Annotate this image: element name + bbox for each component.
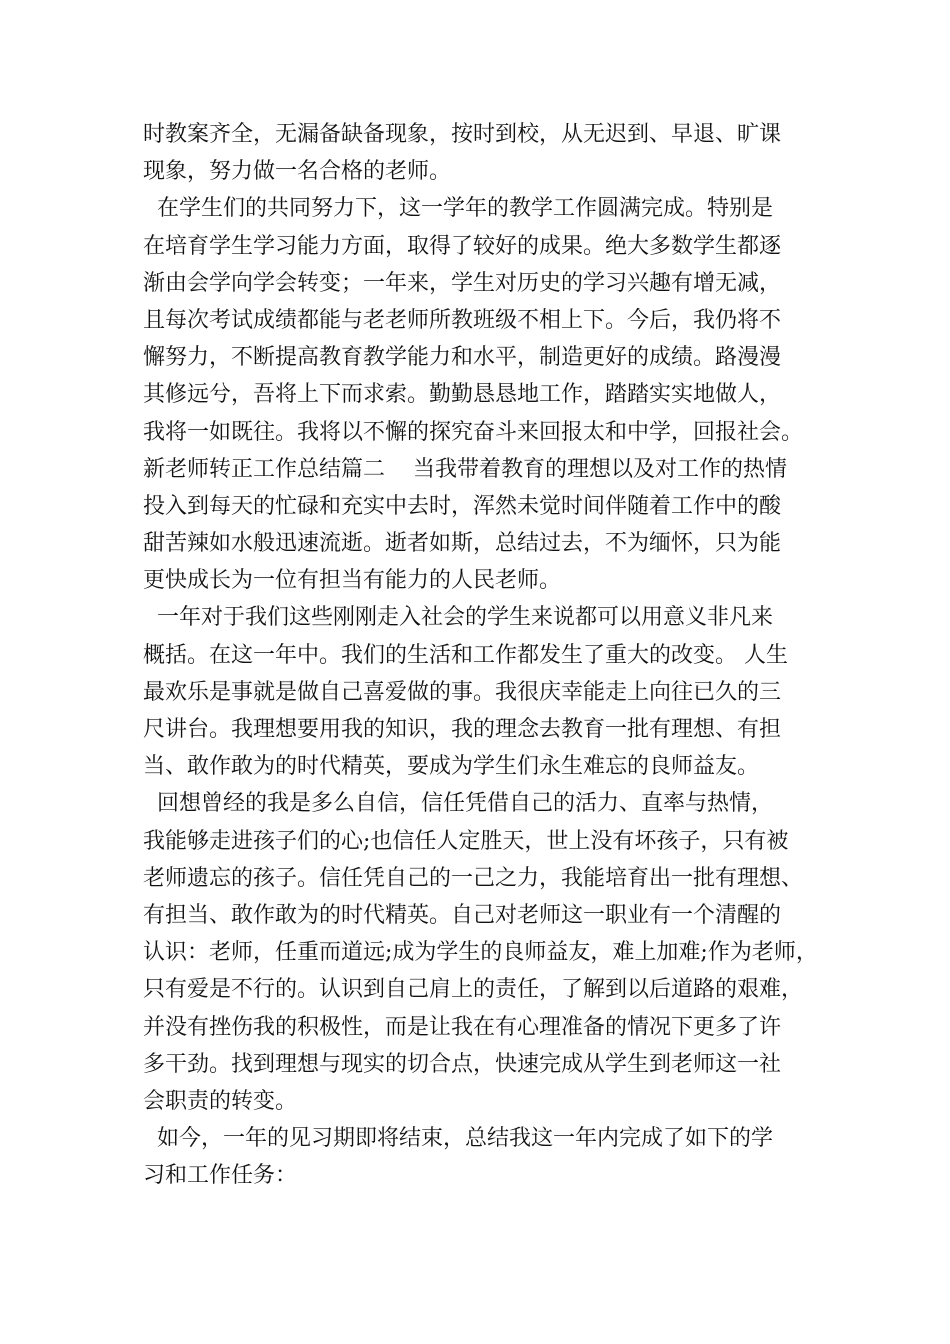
text-line: 且每次考试成绩都能与老老师所教班级不相上下。今后，我仍将不 <box>143 307 782 333</box>
paragraph-2 <box>143 190 813 599</box>
text-line: 老师遗忘的孩子。信任凭自己的一己之力，我能培育出一批有理想、 <box>143 865 804 891</box>
text-line: 当、敢作敢为的时代精英，要成为学生们永生难忘的良师益友。 <box>143 754 760 780</box>
text-line: 其修远兮，吾将上下而求索。勤勤恳恳地工作，踏踏实实地做人， <box>143 382 782 408</box>
text-line: 如今，一年的见习期即将结束，总结我这一年内完成了如下的学 <box>143 1126 773 1152</box>
text-line: 现象，努力做一名合格的老师。 <box>143 159 452 185</box>
text-line: 我能够走进孩子们的心;也信任人定胜天，世上没有坏孩子，只有被 <box>143 828 789 854</box>
text-line: 更快成长为一位有担当有能力的人民老师。 <box>143 568 562 594</box>
text-line: 并没有挫伤我的积极性，而是让我在有心理准备的情况下更多了许 <box>143 1014 782 1040</box>
text-line: 只有爱是不行的。认识到自己肩上的责任，了解到以后道路的艰难， <box>143 977 804 1003</box>
text-line: 懈努力，不断提高教育教学能力和水平，制造更好的成绩。路漫漫 <box>143 345 782 371</box>
text-line: 多干劲。找到理想与现实的切合点，快速完成从学生到老师这一社 <box>143 1051 782 1077</box>
text-line: 在培育学生学习能力方面，取得了较好的成果。绝大多数学生都逐 <box>143 233 782 259</box>
text-line: 一年对于我们这些刚刚走入社会的学生来说都可以用意义非凡来 <box>143 605 773 631</box>
text-line: 我将一如既往。我将以不懈的探究奋斗来回报太和中学，回报社会。 <box>143 419 804 445</box>
text-line: 投入到每天的忙碌和充实中去时，浑然未觉时间伴随着工作中的酸 <box>143 493 782 519</box>
paragraph-5 <box>143 1120 813 1194</box>
text-line: 时教案齐全，无漏备缺备现象，按时到校，从无迟到、早退、旷课 <box>143 122 782 147</box>
paragraph-1 <box>143 116 813 190</box>
text-line: 认识：老师，任重而道远;成为学生的良师益友，难上加难;作为老师， <box>143 940 818 966</box>
text-line: 会职责的转变。 <box>143 1088 298 1114</box>
text-line: 在学生们的共同努力下，这一学年的教学工作圆满完成。特别是 <box>143 196 773 222</box>
document-body <box>143 116 818 1194</box>
text-line: 渐由会学向学会转变；一年来，学生对历史的学习兴趣有增无减， <box>143 270 782 296</box>
text-line: 最欢乐是事就是做自己喜爱做的事。我很庆幸能走上向往已久的三 <box>143 679 782 705</box>
text-line: 甜苦辣如水般迅速流逝。逝者如斯，总结过去，不为缅怀，只为能 <box>143 531 782 557</box>
paragraph-3 <box>143 599 813 785</box>
text-line: 概括。在这一年中。我们的生活和工作都发生了重大的改变。 人生 <box>143 642 788 668</box>
text-line: 新老师转正工作总结篇二 当我带着教育的理想以及对工作的热情 <box>143 456 787 482</box>
text-line: 回想曾经的我是多么自信，信任凭借自己的活力、直率与热情， <box>143 791 773 817</box>
text-line: 尺讲台。我理想要用我的知识，我的理念去教育一批有理想、有担 <box>143 717 782 742</box>
text-line: 有担当、敢作敢为的时代精英。自己对老师这一职业有一个清醒的 <box>143 902 782 928</box>
paragraph-4 <box>143 785 818 1120</box>
text-line: 习和工作任务： <box>143 1163 298 1189</box>
